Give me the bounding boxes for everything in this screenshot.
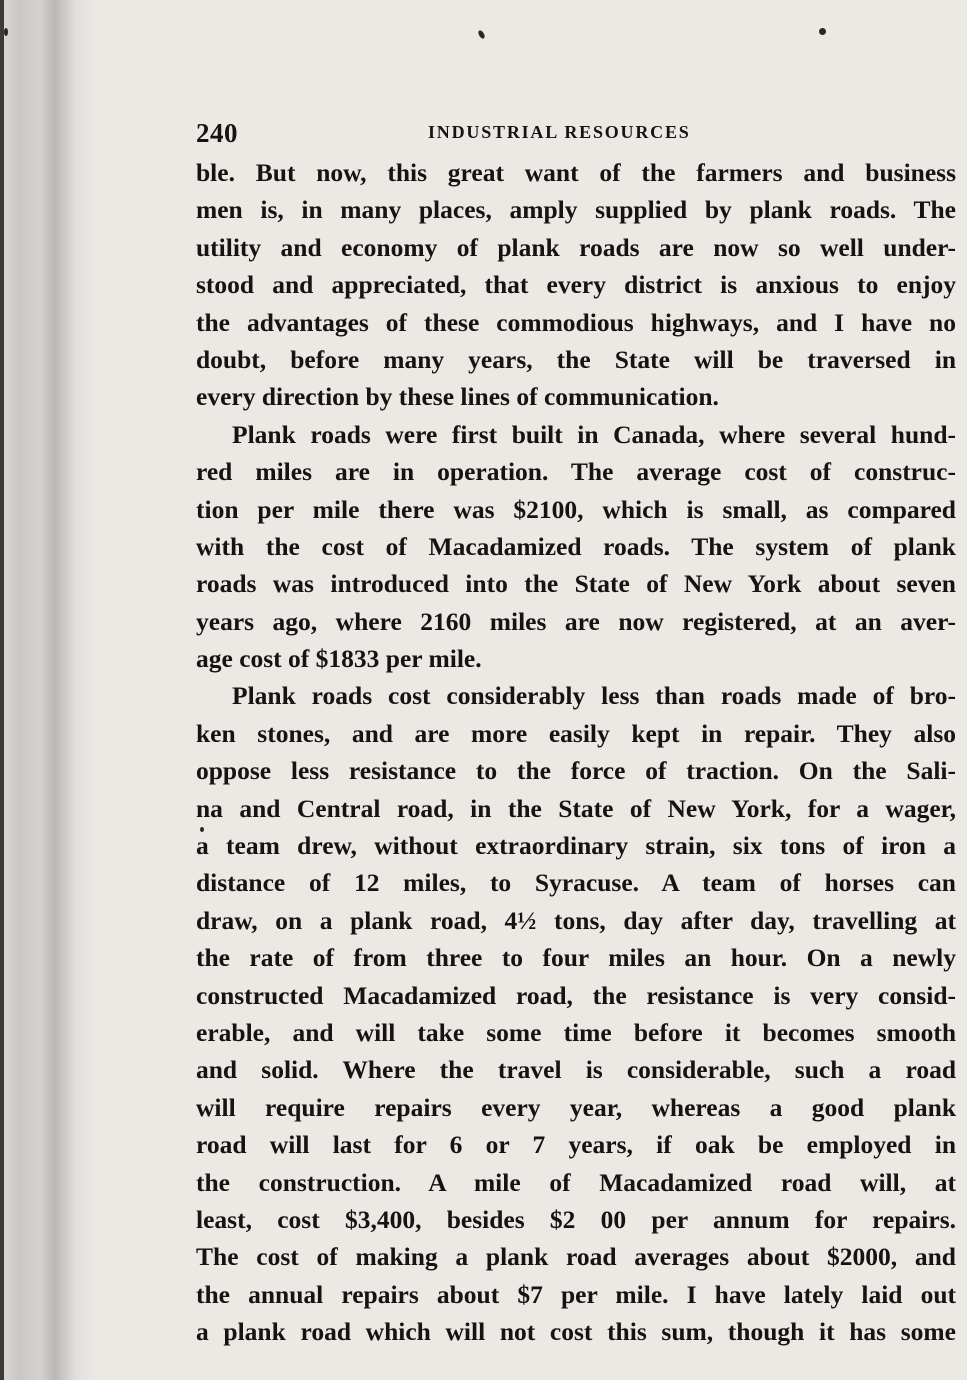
- text-line: and solid. Where the travel is considerable, such a road: [196, 1055, 956, 1085]
- text-line: roads was introduced into the State of New York about seven: [196, 569, 956, 599]
- text-line: every direction by these lines of communication.: [196, 382, 719, 412]
- text-line: the annual repairs about $7 per mile. I have lately laid out: [196, 1279, 956, 1309]
- text-line: age cost of $1833 per mile.: [196, 644, 482, 674]
- text-line: ken stones, and are more easily kept in repair. They also: [196, 718, 956, 748]
- text-line: a team drew, without extraordinary strain, six tons of iron a: [196, 831, 956, 861]
- text-line: stood and appreciated, that every district is anxious to enjoy: [196, 270, 956, 300]
- text-line: least, cost $3,400, besides $2 00 per annum for repairs.: [196, 1204, 956, 1234]
- text-line: na and Central road, in the State of New York, for a wager,: [196, 793, 956, 823]
- text-line: distance of 12 miles, to Syracuse. A team of horses can: [196, 868, 956, 898]
- text-line: with the cost of Macadamized roads. The system of plank: [196, 531, 956, 561]
- text-line: will require repairs every year, whereas a good plank: [196, 1092, 956, 1122]
- body-text: [196, 154, 956, 1351]
- text-line: road will last for 6 or 7 years, if oak be employed in: [196, 1130, 956, 1160]
- text-line: the rate of from three to four miles an hour. On a newly: [196, 943, 956, 973]
- page-gutter: [0, 0, 95, 1380]
- text-line: doubt, before many years, the State will be traversed in: [196, 344, 956, 374]
- text-line: draw, on a plank road, 4½ tons, day after day, travelling at: [196, 905, 956, 935]
- ink-speck: [4, 28, 8, 36]
- text-line: Plank roads were first built in Canada, where several hund-: [232, 419, 956, 449]
- text-line: The cost of making a plank road averages about $2000, and: [196, 1242, 956, 1272]
- ink-speck: [477, 29, 486, 39]
- text-line: Plank roads cost considerably less than roads made of bro-: [232, 681, 956, 711]
- text-line: years ago, where 2160 miles are now registered, at an aver-: [196, 606, 956, 636]
- text-line: the construction. A mile of Macadamized road will, at: [196, 1167, 956, 1197]
- ink-speck: [819, 28, 826, 35]
- text-line: tion per mile there was $2100, which is small, as compared: [196, 494, 956, 524]
- text-line: utility and economy of plank roads are now so well under-: [196, 232, 956, 262]
- page-edge-line: [0, 0, 4, 1380]
- text-line: red miles are in operation. The average cost of construc-: [196, 457, 956, 487]
- book-page: [196, 112, 956, 1374]
- text-line: the advantages of these commodious highways, and I have no: [196, 307, 956, 337]
- text-line: erable, and will take some time before it becomes smooth: [196, 1017, 956, 1047]
- text-line: constructed Macadamized road, the resistance is very consid-: [196, 980, 956, 1010]
- text-line: a plank road which will not cost this sum, though it has some: [196, 1317, 956, 1347]
- running-head: INDUSTRIAL RESOURCES: [428, 122, 691, 142]
- text-line: ble. But now, this great want of the farmers and business: [196, 158, 956, 187]
- page-number: 240: [196, 118, 238, 148]
- text-line: men is, in many places, amply supplied by plank roads. The: [196, 195, 956, 225]
- page-header: [196, 112, 956, 154]
- text-line: oppose less resistance to the force of traction. On the Sali-: [196, 756, 956, 786]
